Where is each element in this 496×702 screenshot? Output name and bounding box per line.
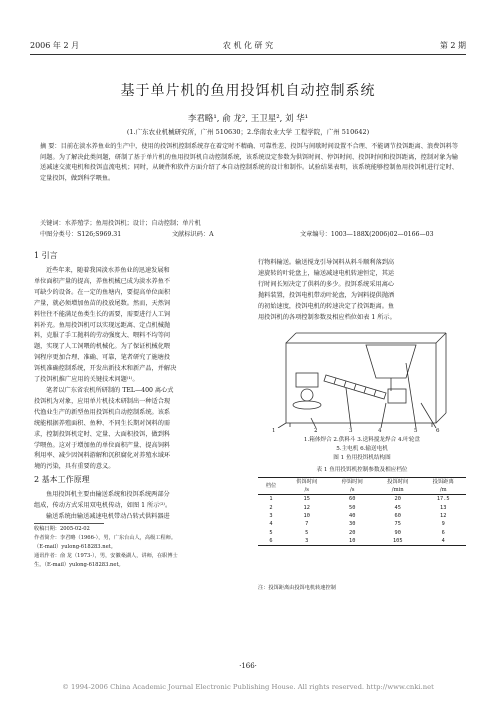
part-label-1: 1: [272, 428, 276, 434]
section1-body: [34, 266, 246, 473]
table-cell: 7: [305, 521, 309, 528]
paragraph-line: 输送系统由输送减速电机带动凸转式供料器进: [46, 512, 170, 520]
table-cell: 3: [269, 512, 273, 519]
table-cell: 12: [440, 512, 447, 519]
table-cell: 15: [303, 496, 310, 503]
header-issue: 第 2 期: [439, 41, 466, 50]
paragraph-line: 饲程序更加合理、准确、可靠，笔者研究了施塘投: [34, 354, 171, 362]
paragraph-line: 学喂鱼。这对于增加鱼的单位面积产量、提高饲料: [34, 441, 171, 449]
table-header: 投饵时间 /min: [387, 479, 409, 493]
table-cell: 5: [269, 529, 273, 536]
footnote-line: 通讯作者：俞 龙（1973-），男，安徽桑湖人，讲师，在职博士: [34, 553, 178, 559]
table-header: 投饵距离 /m: [432, 479, 454, 493]
paragraph-line: 组成，传动方式采用双电机传动，如图 1 所示⁽²⁾。: [34, 501, 172, 509]
keywords: [40, 218, 201, 227]
part-label-6: 6: [436, 428, 440, 434]
footnotes: [34, 525, 246, 570]
abstract-text: 目前在淡水养鱼业的生产中，使用的投饵机控制系统存在着定时不精确、可靠性差、投饵与间歇时间设置不合理、不能调节投饵距离、浪费饵料等问题。为了解决此类问题，研制了基于单片机的鱼用投饵机自动控制系统，该系统设定参数为供饵时间、停饵时间、投饵时间和投饵距离，控制对象为输送减速交流电机和投饵直流电机；同时，从硬件和软件方面介绍了本自动控制系统的设计和制作。试验结果表明，该系统能够控制鱼用投饵机进行定时、定量投饵，做到科学喂鱼。: [40, 143, 459, 182]
table-cell: 2: [269, 504, 273, 511]
figure1-legend-2: 5.主电机 6.输送电机: [336, 446, 388, 452]
table-row: [258, 503, 466, 511]
table-cell: 9: [441, 521, 445, 528]
paragraph-line: 料补充。鱼用投饵机可以实现远距离、定点机械抛: [34, 321, 171, 329]
table-cell: 10: [303, 512, 310, 519]
abstract-label: 摘 要：: [40, 143, 61, 150]
table-header: 供饵时间 /s: [296, 479, 318, 493]
table-cell: 30: [349, 521, 356, 528]
article-number: 文章编号：1003—188X(2006)02—0166—03: [300, 231, 434, 238]
table-cell: 6: [269, 538, 273, 545]
table-cell: 4: [441, 538, 445, 545]
paragraph-line: 饵机准确控制系统，开发出新技术和新产品，并解决: [34, 365, 177, 373]
table-cell: 12: [303, 504, 310, 511]
table-header: 档位: [265, 483, 277, 489]
table1-note: 注：投饵距离由投饵电机转速控制: [258, 585, 336, 591]
paragraph-line: 近些年来，随着我国淡水养鱼业的迅速发展和: [46, 267, 170, 274]
paper-title: 基于单片机的鱼用投饵机自动控制系统: [120, 83, 376, 99]
paragraph-line: 投饵机为对象，应用单片机技术研制出一种适合现: [34, 397, 171, 405]
table-cell: 17.5: [436, 496, 450, 503]
table-row: [258, 537, 466, 546]
part-label-4: 4: [378, 428, 382, 434]
table-cell: 60: [349, 496, 356, 503]
footnote-line: 作者简介：李君略（1966-），男，广东台山人，高级工程师。: [34, 535, 177, 541]
table-cell: 1: [269, 496, 273, 503]
paragraph-line: 单位面积产量的提高，养鱼机械已成为淡水养鱼不: [34, 277, 171, 285]
paragraph-line: 统能根据养殖面积、鱼种、不同生长期对饲料的需: [34, 419, 171, 427]
figure1-part-numbers: [266, 428, 456, 436]
part-label-5: 5: [414, 428, 418, 434]
paragraph-line: 代渔业生产的新型鱼用投饵机自动控制系统。该系: [34, 408, 171, 416]
section2-heading: 2 基本工作原理: [34, 475, 90, 484]
header-date: 2006 年 2 月: [30, 41, 80, 50]
paragraph-line: 求，控制投饵机定时、定量、大面积投饵，做到科: [34, 430, 171, 438]
paragraph-line: 可缺少的设备。在一定的鱼塘内，要提高单位面积: [34, 288, 171, 296]
paragraph-line: 题，实现了人工饲喂的机械化。为了保证机械化喂: [34, 343, 171, 351]
clc-number: 中图分类号：S126;S969.31: [40, 231, 122, 238]
paragraph-line: 速旋转的叶轮盘上，输送减速电机转速恒定，其运: [258, 269, 395, 277]
section1-heading: 1 引言: [34, 251, 58, 260]
table-row: [258, 520, 466, 528]
table-cell: 105: [392, 538, 403, 545]
keywords-text: 水养殖学；鱼用投饵机；设计；自动控制；单片机: [64, 220, 201, 227]
table-cell: 6: [441, 529, 445, 536]
paragraph-line: 利用率、减少因饲料游解和沉积腐化对养殖水域环: [34, 452, 171, 460]
paragraph-line: 行时间长短决定了供料的多少。投饵系统采用离心: [258, 280, 395, 288]
table-row: [258, 512, 466, 520]
page-number: ·166·: [239, 662, 257, 670]
table-cell: 20: [349, 529, 356, 536]
table-cell: 50: [349, 504, 356, 511]
table-cell: 40: [349, 512, 356, 519]
part-label-3: 3: [349, 428, 353, 434]
table1: [258, 477, 466, 546]
figure1-drawing: [266, 323, 456, 428]
copyright-footer: © 1994-2006 China Academic Journal Electronic Publishing House. All rights reserved. http://www.cnki.net: [62, 683, 434, 691]
header-rule: [30, 54, 466, 55]
doc-code: 文献标识码：A: [172, 231, 214, 238]
section2-body: [34, 490, 246, 523]
table-header: 停饵时间 /s: [341, 479, 363, 493]
paragraph-line: 的初始速度，投饵电机的转速决定了投饵距离。鱼: [258, 302, 395, 310]
footnote-line: （E-mail）yulong-618283.net。: [34, 544, 116, 550]
paragraph-line: 行物料输送。输送搅龙引导饲料从料斗顺利落到高: [258, 259, 395, 266]
figure1-legend-1: 1.箱体焊合 2.供料斗 3.送料搅龙焊合 4.叶轮盘: [303, 437, 421, 443]
table1-caption: 表 1 鱼用投饵机控制参数及相应档位: [316, 467, 408, 473]
table-cell: 4: [269, 521, 273, 528]
footnote-line: 收稿日期：2005-02-02: [34, 526, 90, 532]
abstract: [40, 142, 458, 184]
paper-authors: 李君略¹, 俞 龙², 王卫星², 刘 华¹: [187, 114, 309, 124]
figure1-caption: 图 1 鱼用投饵机结构图: [333, 455, 391, 461]
table-cell: 60: [394, 512, 401, 519]
paragraph-line: 笔者以广东省农机所研制的 TEL—400 离心式: [46, 386, 174, 394]
footnote-rule: [34, 523, 104, 524]
paragraph-line: 料往往不能满足鱼类生长的需要，需要进行人工饲: [34, 310, 171, 318]
table-cell: 90: [394, 529, 401, 536]
paper-affiliation: (1.广东农业机械研究所，广州 510630；2.华南农业大学 工程学院，广州 510642): [126, 128, 370, 136]
feeder-diagram: [266, 323, 456, 428]
paragraph-line: 料，克服了手工抛料的劳动强度大、喂料不均等问: [34, 332, 171, 340]
table-cell: 3: [305, 538, 309, 545]
header-journal: 农 机 化 研 究: [222, 41, 274, 50]
paragraph-line: 境的污染，具有重要的意义。: [34, 463, 115, 471]
paragraph-line: 了投饵机推广应用的关键技术问题⁽¹⁾。: [34, 376, 139, 384]
table-cell: 10: [349, 538, 356, 545]
keywords-label: 关键词：: [40, 220, 65, 227]
table-cell: 5: [305, 529, 309, 536]
table-cell: 20: [394, 496, 401, 503]
table-cell: 75: [394, 521, 401, 528]
table-cell: 13: [440, 504, 447, 511]
paragraph-line: 产量，就必须增加鱼苗的投放尾数。然而，天然饲: [34, 299, 171, 307]
paragraph-line: 鱼用投饵机主要由输送系统和投饵系统两部分: [46, 491, 170, 498]
paragraph-line: 抛料装置，投饵电机带动叶轮盘，为饲料提供抛洒: [258, 291, 395, 299]
part-label-2: 2: [314, 428, 318, 434]
right-column-body: [258, 258, 466, 323]
paragraph-line: 用投饵机的各项控制参数及相应档位如表 1 所示。: [258, 313, 396, 321]
footnote-line: 生。（E-mail）yulong-618283.net。: [34, 562, 124, 568]
table-row: [258, 495, 466, 504]
table-cell: 45: [394, 504, 401, 511]
table-row: [258, 529, 466, 537]
